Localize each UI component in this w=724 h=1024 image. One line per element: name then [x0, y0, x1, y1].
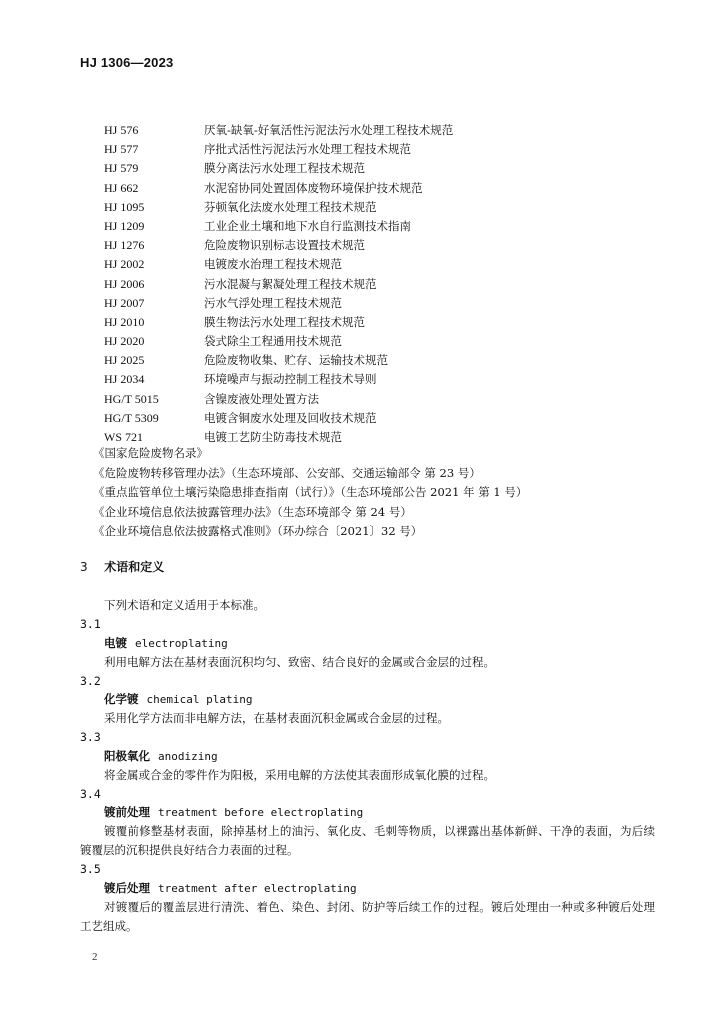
term-entry [80, 860, 655, 936]
reference-title: 序批式活性污泥法污水处理工程技术规范 [204, 142, 411, 157]
term-entry [80, 615, 655, 672]
term-entry [80, 785, 655, 861]
reference-row [104, 198, 624, 217]
term-english: treatment before electroplating [158, 806, 364, 819]
reference-row [104, 351, 624, 370]
reference-title: 袋式除尘工程通用技术规范 [204, 334, 342, 349]
section-number: 3 [80, 560, 88, 574]
reference-code: HJ 1276 [104, 238, 145, 253]
term-definition: 将金属或合金的零件作为阳极，采用电解的方法使其表面形成氧化膜的过程。 [104, 767, 495, 782]
term-entry [80, 728, 655, 785]
term-number: 3.5 [80, 862, 101, 876]
term-definition: 对镀覆后的覆盖层进行清洗、着色、染色、封闭、防护等后续工作的过程。镀后处理由一种或多种镀后处理工艺组成。 [80, 899, 655, 933]
term-chinese: 阳极氧化 [104, 748, 150, 763]
reference-title: 电镀含铜废水处理及回收技术规范 [204, 410, 377, 425]
reference-title: 膜生物法污水处理工程技术规范 [204, 314, 365, 329]
reference-code: HG/T 5015 [104, 391, 159, 406]
document-reference: 《危险废物转移管理办法》（生态环境部、公安部、交通运输部令 第 23 号） [93, 465, 481, 480]
page-number: 2 [92, 951, 98, 963]
reference-title: 膜分离法污水处理工程技术规范 [204, 161, 365, 176]
reference-title: 污水气浮处理工程技术规范 [204, 295, 342, 310]
term-english: chemical plating [146, 693, 253, 706]
term-heading [80, 634, 655, 653]
term-number: 3.1 [80, 617, 101, 631]
term-number: 3.3 [80, 730, 101, 744]
term-entry [80, 672, 655, 729]
term-chinese: 电镀 [104, 635, 127, 650]
reference-row [104, 390, 624, 409]
reference-title: 电镀废水治理工程技术规范 [204, 257, 342, 272]
reference-row [104, 313, 624, 332]
reference-row [104, 217, 624, 236]
reference-row [104, 121, 624, 140]
reference-code: HJ 579 [104, 161, 139, 176]
document-reference: 《企业环境信息依法披露管理办法》（生态环境部令 第 24 号） [93, 504, 412, 519]
reference-title: 芬顿氧化法废水处理工程技术规范 [204, 199, 377, 214]
terms-list [80, 615, 655, 936]
reference-row [104, 236, 624, 255]
term-heading [80, 803, 655, 822]
term-heading [80, 690, 655, 709]
standard-code-header: HJ 1306—2023 [80, 55, 174, 70]
section-intro: 下列术语和定义适用于本标准。 [104, 598, 265, 612]
reference-code: HJ 2010 [104, 314, 145, 329]
term-definition: 采用化学方法而非电解方法，在基材表面沉积金属或合金层的过程。 [104, 711, 449, 725]
reference-code: HJ 2025 [104, 353, 145, 368]
section-heading [80, 558, 164, 575]
reference-code: HG/T 5309 [104, 410, 159, 425]
reference-code: HJ 2007 [104, 295, 145, 310]
term-number: 3.4 [80, 786, 101, 801]
reference-title: 工业企业土壤和地下水自行监测技术指南 [204, 218, 411, 233]
term-chinese: 镀前处理 [104, 805, 150, 819]
reference-title: 厌氧-缺氧-好氧活性污泥法污水处理工程技术规范 [204, 123, 454, 137]
reference-title: 环境噪声与振动控制工程技术导则 [204, 372, 377, 387]
reference-code: HJ 2002 [104, 257, 145, 272]
reference-title: 污水混凝与絮凝处理工程技术规范 [204, 276, 377, 291]
term-heading [80, 879, 655, 898]
document-reference: 《企业环境信息依法披露格式准则》（环办综合〔2021〕32 号） [93, 524, 423, 538]
document-reference: 《国家危险废物名录》 [93, 446, 208, 460]
reference-row [104, 294, 624, 313]
term-chinese: 镀后处理 [104, 880, 150, 895]
reference-code: HJ 1095 [104, 199, 145, 214]
reference-row [104, 140, 624, 159]
normative-references-list [104, 121, 624, 447]
reference-row [104, 159, 624, 178]
document-reference: 《重点监管单位土壤污染隐患排查指南（试行）》（生态环境部公告 2021 年 第 1 号） [93, 485, 528, 499]
reference-row [104, 275, 624, 294]
reference-code: HJ 2034 [104, 372, 145, 387]
reference-code: HJ 2006 [104, 276, 145, 291]
reference-title: 电镀工艺防尘防毒技术规范 [204, 430, 342, 444]
referenced-documents-list [93, 444, 653, 542]
term-english: anodizing [158, 749, 218, 763]
reference-code: HJ 2020 [104, 334, 145, 349]
reference-code: HJ 1209 [104, 218, 145, 233]
term-definition: 镀覆前修整基材表面，除掉基材上的油污、氧化皮、毛刺等物质，以裸露出基体新鲜、干净的表面，为后续镀覆层的沉积提供良好结合力表面的过程。 [80, 824, 655, 857]
reference-code: HJ 577 [104, 142, 139, 157]
reference-row [104, 255, 624, 274]
reference-row [104, 332, 624, 351]
term-number: 3.2 [80, 673, 101, 688]
reference-code: WS 721 [104, 430, 143, 444]
section-title: 术语和定义 [104, 560, 165, 574]
term-heading [80, 747, 655, 766]
reference-code: HJ 662 [104, 180, 139, 195]
term-chinese: 化学镀 [104, 692, 139, 706]
reference-title: 危险废物收集、贮存、运输技术规范 [204, 353, 388, 368]
reference-title: 水泥窑协同处置固体废物环境保护技术规范 [204, 180, 423, 195]
term-english: treatment after electroplating [158, 881, 357, 895]
reference-row [104, 370, 624, 389]
reference-title: 含镍废液处理处置方法 [204, 391, 319, 406]
reference-title: 危险废物识别标志设置技术规范 [204, 238, 365, 253]
term-definition: 利用电解方法在基材表面沉积均匀、致密、结合良好的金属或合金层的过程。 [104, 654, 495, 669]
term-english: electroplating [135, 636, 228, 650]
reference-code: HJ 576 [104, 123, 139, 137]
reference-row [104, 179, 624, 198]
reference-row [104, 409, 624, 428]
